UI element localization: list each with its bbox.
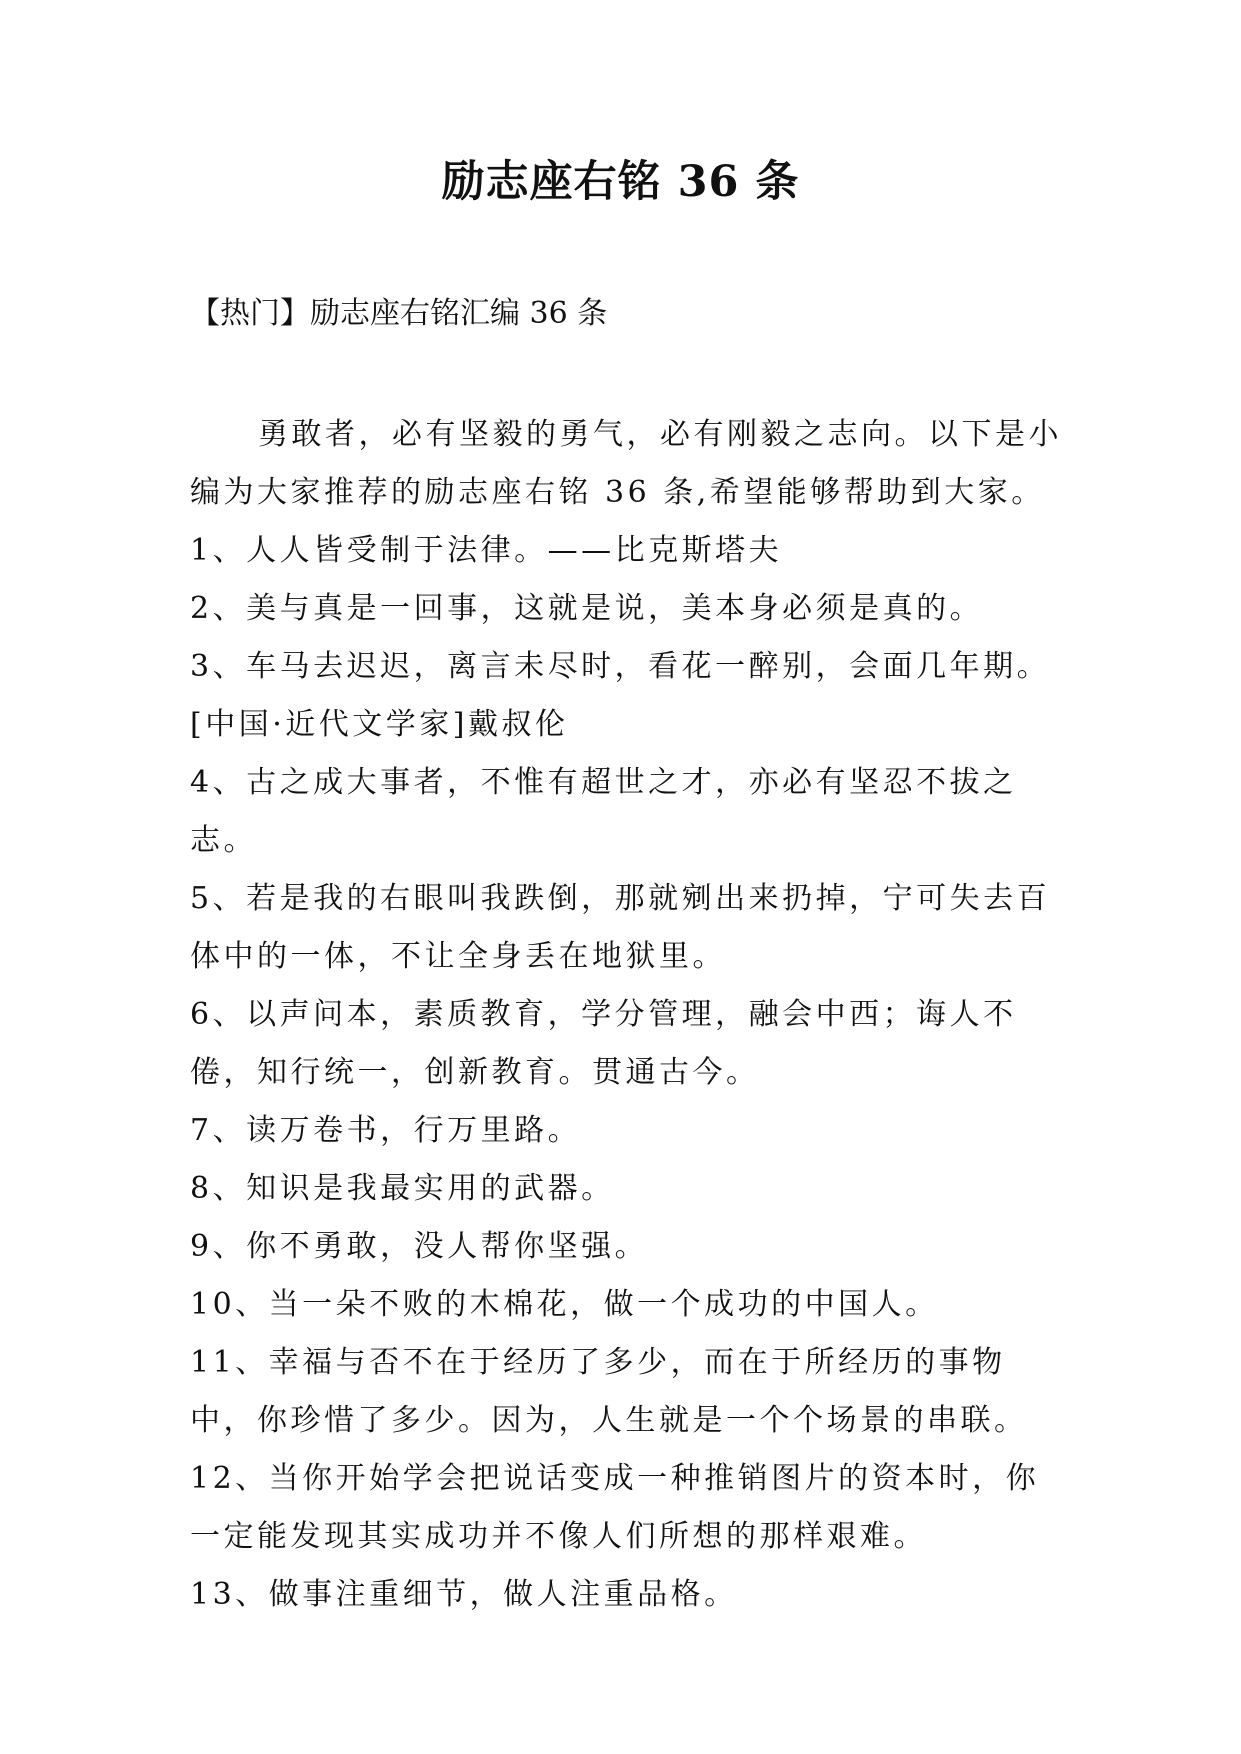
list-item: 2、美与真是一回事，这就是说，美本身必须是真的。: [190, 591, 984, 626]
list-item: 11、幸福与否不在于经历了多少，而在于所经历的事物中，你珍惜了多少。因为，人生就是一个个场景的串联。: [190, 1345, 1028, 1438]
list-item: 3、车马去迟迟，离言未尽时，看花一醉别，会面几年期。[中国·近代文学家]戴叔伦: [190, 649, 1051, 742]
document-subtitle: 【热门】励志座右铭汇编 36 条: [190, 296, 608, 331]
list-item: 7、读万卷书，行万里路。: [190, 1113, 582, 1148]
list-item: 1、人人皆受制于法律。——比克斯塔夫: [190, 533, 783, 568]
intro-paragraph: 勇敢者，必有坚毅的勇气，必有刚毅之志向。以下是小编为大家推荐的励志座右铭 36 条,希望能够帮助到大家。: [190, 417, 1062, 510]
document-title: 励志座右铭 36 条: [441, 157, 800, 207]
list-item: 9、你不勇敢，没人帮你坚强。: [190, 1229, 649, 1264]
list-item: 6、以声问本，素质教育，学分管理，融会中西；诲人不倦，知行统一，创新教育。贯通古今。: [190, 997, 1017, 1090]
list-item: 8、知识是我最实用的武器。: [190, 1171, 615, 1206]
list-item: 13、做事注重细节，做人注重品格。: [190, 1577, 738, 1612]
list-item: 10、当一朵不败的木棉花，做一个成功的中国人。: [190, 1287, 939, 1322]
list-item: 5、若是我的右眼叫我跌倒，那就剜出来扔掉，宁可失去百体中的一体，不让全身丢在地狱里。: [190, 881, 1051, 974]
list-item: 4、古之成大事者，不惟有超世之才，亦必有坚忍不拔之志。: [190, 765, 1017, 858]
document-body: [190, 406, 1070, 1624]
list-item: 12、当你开始学会把说话变成一种推销图片的资本时，你一定能发现其实成功并不像人们所想的那样艰难。: [190, 1461, 1040, 1554]
